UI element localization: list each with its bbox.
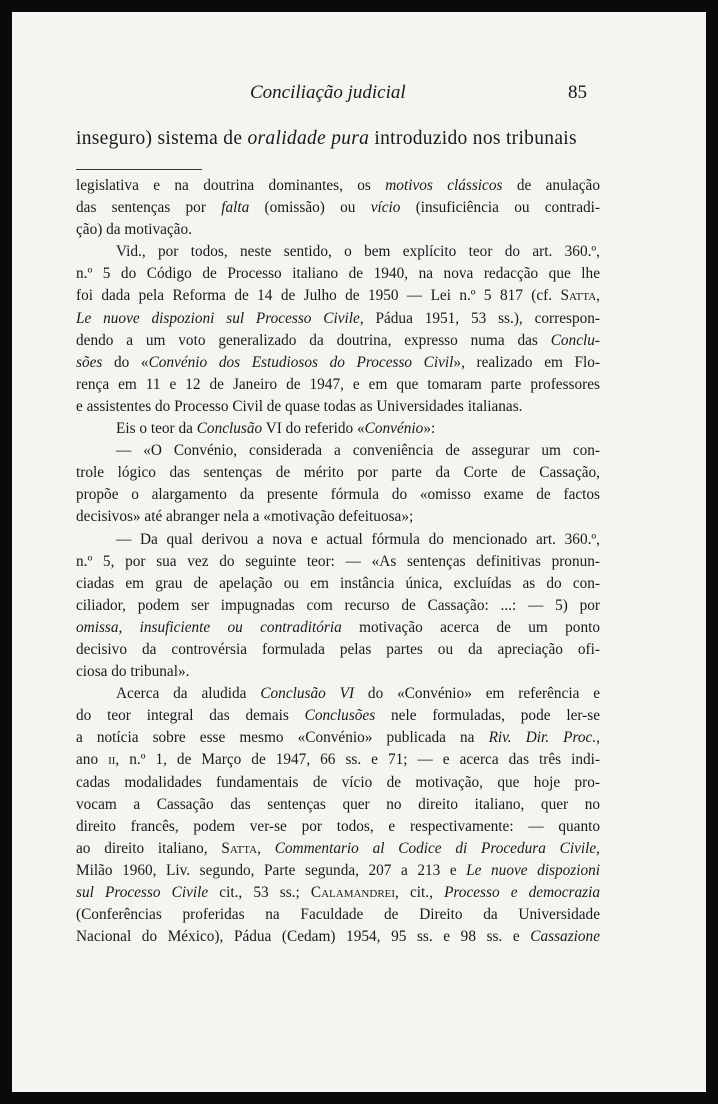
footnote-text: [76, 175, 600, 948]
book-page: [12, 12, 706, 1092]
footnote-separator: [76, 169, 202, 170]
footnote-paragraph: — «O Convénio, considerada a conveniência de assegurar um con- trole lógico das sentenças de mérito por parte da Corte de Cassação, propõe o alargamento da presente fórmula do «omisso exame de factos decisivos» até abranger nela a «motivação defeituosa»;: [76, 442, 600, 526]
running-title: Conciliação judicial: [250, 82, 406, 103]
footnote-paragraph: Eis o teor da Conclusão VI do referido «Convénio»:: [116, 420, 436, 438]
main-text-line: inseguro) sistema de oralidade pura introduzido nos tribunais: [76, 128, 577, 149]
footnote-paragraph: — Da qual derivou a nova e actual fórmula do mencionado art. 360.º, n.º 5, por sua vez do seguinte teor: — «As sentenças definitivas pronun- ciadas em grau de apelação ou em instância única, excluídas as do con- ciliador, podem ser impugnadas com recurso de Cassação: ...: — 5) por omissa, insuficiente ou contraditória motivação acerca de um ponto decisivo da controvérsia formulada pelas partes ou da apreciação ofi- ciosa do tribunal».: [76, 530, 600, 681]
footnote-paragraph: Acerca da aludida Conclusão VI do «Convénio» em referência e do teor integral das demais Conclusões nele formuladas, pode ler-se a notícia sobre esse mesmo «Convénio» publicada na Riv. Dir. Proc., ano ii, n.º 1, de Março de 1947, 66 ss. e 71; — e acerca das três indi- cadas modalidades fundamentais de vício de motivação, que hoje pro- vocam a Cassação das sentenças quer no direito italiano, quer no direito francês, podem ver-se por todos, e respectivamente: — quanto ao direito italiano, Satta, Commentario al Codice di Procedura Civile, Milão 1960, Liv. segundo, Parte segunda, 207 a 213 e Le nuove dispozioni sul Processo Civile cit., 53 ss.; Calamandrei, cit., Processo e democrazia (Conferências proferidas na Faculdade de Direito da Universidade Nacional do México), Pádua (Cedam) 1954, 95 ss. e 98 ss. e Cassazione: [76, 685, 601, 946]
footnote-paragraph: Vid., por todos, neste sentido, o bem explícito teor do art. 360.º, n.º 5 do Código de Processo italiano de 1940, na nova redacção que lhe foi dada pela Reforma de 14 de Julho de 1950 — Lei n.º 5 817 (cf. Satta, Le nuove dispozioni sul Processo Civile, Pádua 1951, 53 ss.), correspon- dendo a um voto generalizado da doutrina, expresso numa das Conclu- sões do «Convénio dos Estudiosos do Processo Civil», realizado em Flo- rença em 11 e 12 de Janeiro de 1947, e em que tomaram parte professores e assistentes do Processo Civil de quase todas as Universidades italianas.: [76, 243, 601, 415]
page-header: [12, 82, 706, 108]
footnote-paragraph: legislativa e na doutrina dominantes, os motivos clássicos de anulação das sentenças por falta (omissão) ou vício (insuficiência ou contradi- ção) da motivação.: [76, 177, 600, 239]
page-number: 85: [568, 82, 587, 103]
